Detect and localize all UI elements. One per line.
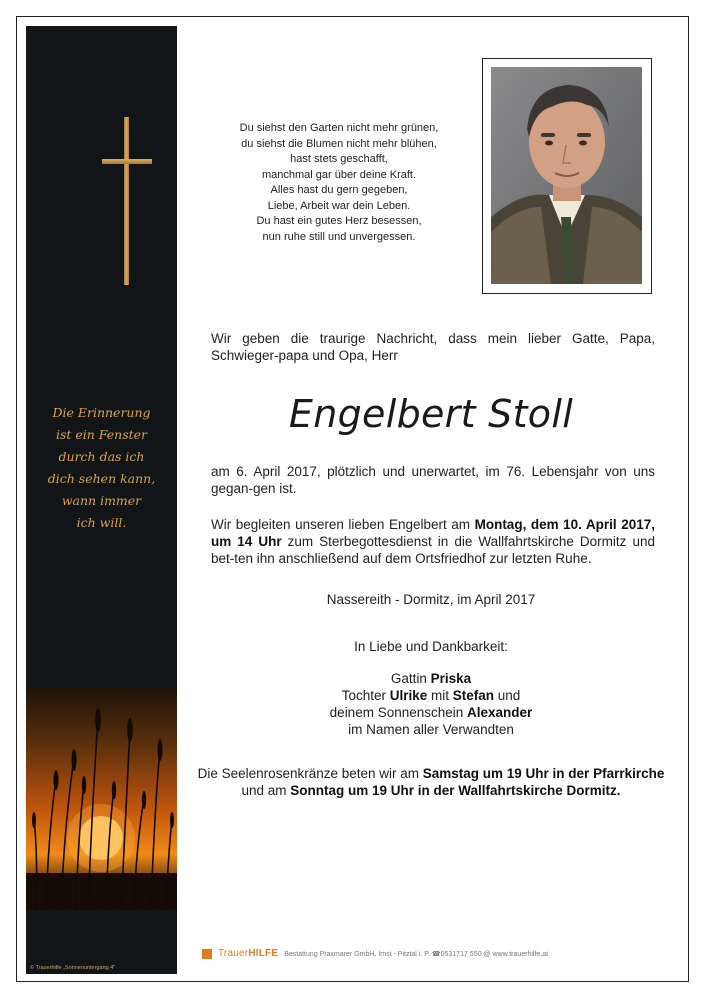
- family-text: mit: [427, 688, 453, 703]
- family-text: Tochter: [341, 688, 390, 703]
- poem-line: nun ruhe still und unvergessen.: [262, 230, 416, 243]
- family-name: Priska: [430, 671, 472, 686]
- funeral-text: [211, 516, 655, 567]
- poem-line: hast stets geschafft,: [290, 153, 388, 165]
- family-name: Alexander: [467, 705, 533, 720]
- sidebar-quote: [26, 402, 177, 534]
- poem-line: Du siehst den Garten nicht mehr grünen,: [239, 122, 439, 134]
- rosary-line: [196, 782, 666, 799]
- family-line: [196, 704, 666, 721]
- quote-line: ist ein Fenster: [55, 427, 148, 442]
- family-name: Stefan: [452, 688, 495, 703]
- image-credit: © Trauerhilfe „Sonnenuntergang 4": [30, 965, 116, 971]
- quote-line: wann immer: [61, 493, 142, 508]
- poem-line: Liebe, Arbeit war dein Leben.: [267, 199, 411, 212]
- footer-text: Bestattung Praxmarer GmbH, Imst - Pitztal i. P. ☎0531717 550 @ www.trauerhilfe.at: [284, 950, 549, 958]
- family-line: [196, 687, 666, 704]
- rosary-text: [196, 765, 666, 799]
- sunset-image: [26, 688, 177, 910]
- logo-icon: [202, 949, 212, 959]
- logo-text: Trauer: [218, 948, 249, 959]
- family-text: deinem Sonnenschein: [329, 705, 468, 720]
- deceased-name: Engelbert Stoll: [288, 392, 574, 436]
- funeral-text-post: zum Sterbegottesdienst in die Wallfahrtskirche Dormitz und bet-ten ihn anschließend auf dem Ortsfriedhof zur letzten Ruhe.: [211, 534, 655, 566]
- quote-line: durch das ich: [58, 449, 145, 464]
- portrait-photo: [491, 67, 642, 284]
- poem-line: Alles hast du gern gegeben,: [270, 184, 408, 196]
- family-list: [196, 670, 666, 738]
- family-line: im Namen aller Verwandten: [348, 722, 514, 737]
- family-text: und: [494, 688, 521, 703]
- footer: [202, 948, 548, 959]
- poem-line: du siehst die Blumen nicht mehr blühen,: [241, 137, 437, 150]
- rosary-line: [196, 765, 666, 782]
- closing-line: In Liebe und Dankbarkeit:: [354, 639, 508, 654]
- poem-line: Du hast ein gutes Herz besessen,: [256, 215, 422, 227]
- family-line: [196, 670, 666, 687]
- family-text: Gattin: [390, 671, 431, 686]
- funeral-date: Montag, dem 10. April 2017, um 14 Uhr: [211, 517, 655, 549]
- logo-text: HILFE: [248, 948, 279, 959]
- quote-line: ich will.: [76, 515, 127, 530]
- logo: [218, 948, 278, 959]
- rosary-text-pre: und am: [241, 783, 291, 798]
- place-date: Nassereith - Dormitz, im April 2017: [326, 592, 536, 607]
- cross-icon-bar: [102, 159, 152, 164]
- rosary-time: Sonntag um 19 Uhr in der Wallfahrtskirche Dormitz.: [290, 783, 621, 798]
- announcement-text: Wir geben die traurige Nachricht, dass mein lieber Gatte, Papa, Schwieger-papa und Opa, Herr: [211, 331, 655, 363]
- funeral-text-pre: Wir begleiten unseren lieben Engelbert am: [211, 517, 475, 532]
- quote-line: dich sehen kann,: [47, 471, 156, 486]
- poem-line: manchmal gar über deine Kraft.: [261, 168, 417, 181]
- rosary-text-pre: Die Seelenrosenkränze beten wir am: [197, 766, 423, 781]
- quote-line: Die Erinnerung: [52, 405, 151, 420]
- poem: [198, 121, 480, 245]
- death-text: am 6. April 2017, plötzlich und unerwartet, im 76. Lebensjahr von uns gegan-gen ist.: [211, 464, 655, 496]
- rosary-time: Samstag um 19 Uhr in der Pfarrkirche: [422, 766, 665, 781]
- family-name: Ulrike: [389, 688, 428, 703]
- cross-icon: [124, 117, 129, 285]
